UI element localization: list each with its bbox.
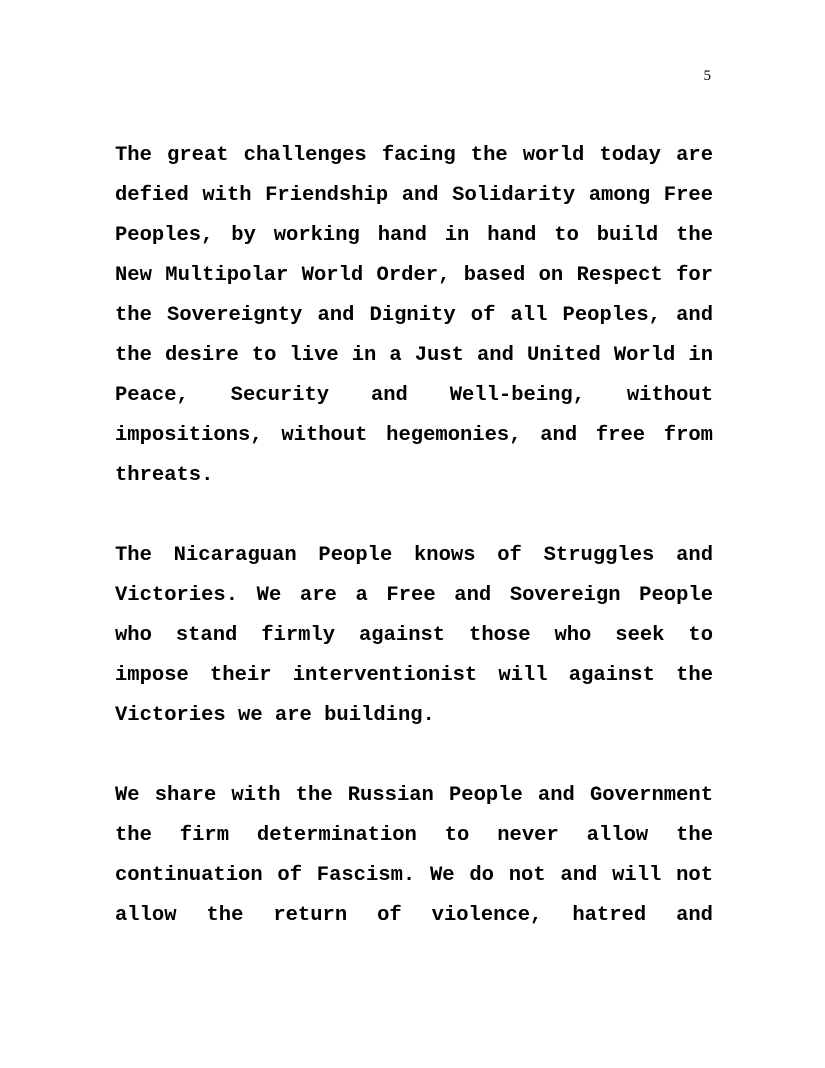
paragraph-fascism: We share with the Russian People and Government the firm determination to never allow the continuation of Fascism. We do not and will not allow the return of violence, hatred and	[115, 784, 713, 927]
paragraph-nicaraguan-people: The Nicaraguan People knows of Struggles and Victories. We are a Free and Sovereign People who stand firmly against those who seek to impose their interventionist will against the Victories we are building.	[115, 544, 713, 727]
page-number: 5	[703, 68, 711, 84]
paragraph-challenges: The great challenges facing the world today are defied with Friendship and Solidarity among Free Peoples, by working hand in hand to build the New Multipolar World Order, based on Respect for the Sovereignty and Dignity of all Peoples, and the desire to live in a Just and United World in Peace, Security and Well-being, without impositions, without hegemonies, and free from threats.	[115, 144, 713, 487]
document-body	[115, 136, 713, 976]
